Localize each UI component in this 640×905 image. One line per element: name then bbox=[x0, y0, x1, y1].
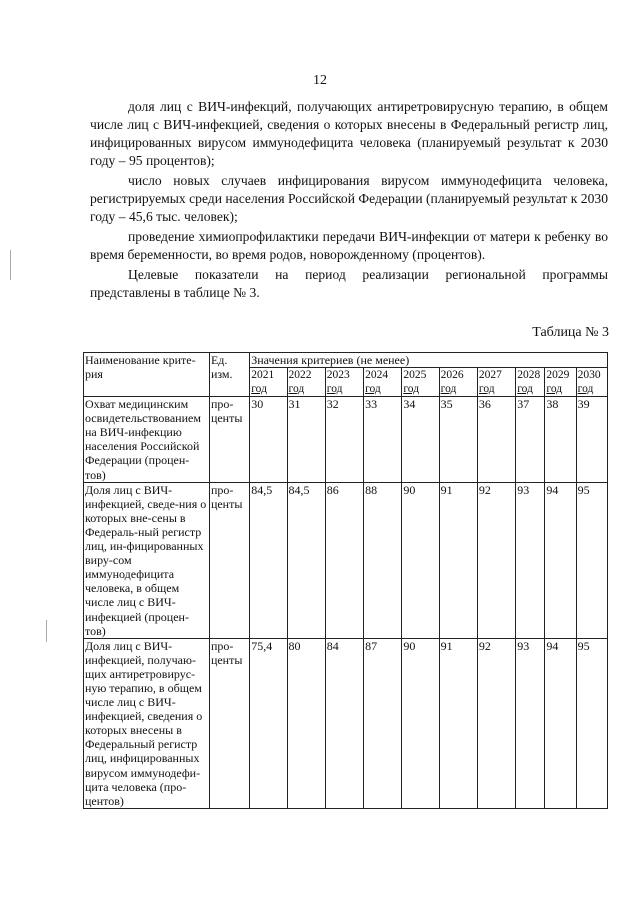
criterion-name: Доля лиц с ВИЧ-инфекцией, сведе-ния о которых вне-сены в Федераль-ный регистр лиц, ин-фицированных виру-сом иммунодефицита человека, в общем числе лиц с ВИЧ-инфекцией (процен-тов) bbox=[84, 482, 210, 638]
paragraph-chemoprophylaxis: проведение химиопрофилактики передачи ВИЧ-инфекции от матери к ребенку во время беременности, во время родов, новорожденному (процентов). bbox=[90, 229, 608, 262]
criterion-unit: про-центы bbox=[209, 638, 249, 808]
value-cell: 75,4 bbox=[250, 638, 287, 808]
value-cell: 91 bbox=[439, 482, 477, 638]
criterion-unit: про-центы bbox=[209, 397, 249, 483]
header-year: 2022 год bbox=[287, 368, 325, 397]
criterion-name: Охват медицинским освидетельствованием на ВИЧ-инфекцию населения Российской Федерации (процен-тов) bbox=[84, 397, 210, 483]
table-header-row bbox=[84, 353, 608, 368]
body-text bbox=[90, 98, 608, 304]
value-cell: 37 bbox=[516, 397, 545, 483]
header-year: 2023 год bbox=[325, 368, 363, 397]
value-cell: 86 bbox=[325, 482, 363, 638]
table-row bbox=[84, 482, 608, 638]
table-caption: Таблица № 3 bbox=[532, 325, 609, 340]
value-cell: 95 bbox=[576, 482, 607, 638]
value-cell: 92 bbox=[477, 482, 515, 638]
criterion-unit: про-центы bbox=[209, 482, 249, 638]
scan-edge-mark bbox=[46, 620, 47, 642]
header-unit: Ед. изм. bbox=[209, 353, 249, 397]
value-cell: 31 bbox=[287, 397, 325, 483]
value-cell: 87 bbox=[364, 638, 402, 808]
value-cell: 91 bbox=[439, 638, 477, 808]
value-cell: 84,5 bbox=[287, 482, 325, 638]
page-number: 12 bbox=[313, 73, 327, 88]
value-cell: 92 bbox=[477, 638, 515, 808]
scan-edge-mark bbox=[10, 250, 11, 280]
header-year: 2030 год bbox=[576, 368, 607, 397]
value-cell: 39 bbox=[576, 397, 607, 483]
value-cell: 94 bbox=[545, 482, 576, 638]
header-year: 2024 год bbox=[364, 368, 402, 397]
paragraph-target-indicators: Целевые показатели на период реализации региональной программы представлены в таблице № 3. bbox=[90, 267, 608, 300]
header-year: 2028 год bbox=[516, 368, 545, 397]
value-cell: 38 bbox=[545, 397, 576, 483]
value-cell: 93 bbox=[516, 638, 545, 808]
header-year: 2026 год bbox=[439, 368, 477, 397]
value-cell: 33 bbox=[364, 397, 402, 483]
value-cell: 90 bbox=[402, 638, 439, 808]
value-cell: 93 bbox=[516, 482, 545, 638]
value-cell: 95 bbox=[576, 638, 607, 808]
table-row bbox=[84, 638, 608, 808]
value-cell: 90 bbox=[402, 482, 439, 638]
header-year: 2021 год bbox=[250, 368, 287, 397]
value-cell: 84,5 bbox=[250, 482, 287, 638]
table-row bbox=[84, 397, 608, 483]
header-values: Значения критериев (не менее) bbox=[250, 353, 608, 368]
header-year: 2025 год bbox=[402, 368, 439, 397]
criterion-name: Доля лиц с ВИЧ-инфекцией, получаю-щих антиретровирус-ную терапию, в общем числе лиц с ВИЧ-инфекцией, сведения о которых внесены в Федеральный регистр лиц, инфицированных вирусом иммунодефи-цита человека (про-центов) bbox=[84, 638, 210, 808]
value-cell: 32 bbox=[325, 397, 363, 483]
value-cell: 35 bbox=[439, 397, 477, 483]
value-cell: 94 bbox=[545, 638, 576, 808]
value-cell: 30 bbox=[250, 397, 287, 483]
value-cell: 80 bbox=[287, 638, 325, 808]
criteria-table bbox=[83, 352, 608, 809]
value-cell: 34 bbox=[402, 397, 439, 483]
value-cell: 88 bbox=[364, 482, 402, 638]
value-cell: 36 bbox=[477, 397, 515, 483]
paragraph-new-cases: число новых случаев инфицирования вирусом иммунодефицита человека, регистрируемых среди населения Российской Федерации (планируемый результат к 2030 году – 45,6 тыс. человек); bbox=[90, 173, 608, 224]
header-year: 2029 год bbox=[545, 368, 576, 397]
paragraph-hiv-therapy-share: доля лиц с ВИЧ-инфекций, получающих антиретровирусную терапию, в общем числе лиц с ВИЧ-инфекцией, сведения о которых внесены в Федеральный регистр лиц, инфицированных вирусом иммунодефицита человека (планируемый результат к 2030 году – 95 процентов); bbox=[90, 99, 608, 168]
header-criterion-name: Наименование крите-рия bbox=[84, 353, 210, 397]
value-cell: 84 bbox=[325, 638, 363, 808]
header-year: 2027 год bbox=[477, 368, 515, 397]
